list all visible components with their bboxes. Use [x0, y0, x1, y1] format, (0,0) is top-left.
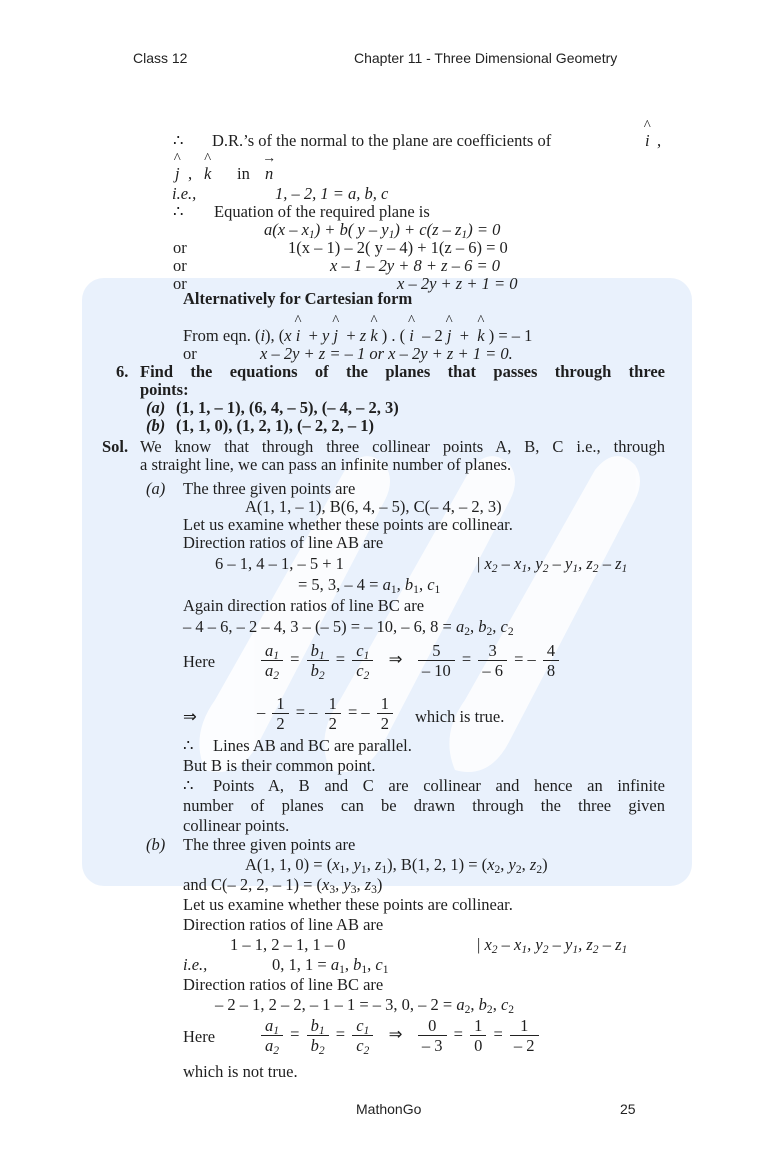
n-vector-symbol: → n: [265, 165, 273, 183]
equation-line-2: 1(x – 1) – 2( y – 4) + 1(z – 6) = 0: [288, 238, 508, 257]
sol-a-here: Here: [183, 652, 216, 671]
or-label: or: [173, 274, 187, 293]
sol-a-conclusion-line3: collinear points.: [183, 816, 290, 835]
equation-line-3: x – 1 – 2y + 8 + z – 6 = 0: [330, 256, 500, 275]
comma-text: ,: [188, 164, 193, 183]
implies-symbol: ⇒: [183, 707, 197, 726]
sol-a-implies-result: – $\frac{1}{2}$ = – $\frac{1}{2}$ = – $\frac{1}{2}$: [257, 694, 396, 733]
sol-b-dr-note: | $x_2 - x_1$, $y_2 - y_1$, $z_2 - z_1$: [477, 935, 628, 956]
equation-line-4: x – 2y + z + 1 = 0: [397, 274, 518, 293]
sol-b-ie: i.e.,: [183, 955, 208, 974]
sol-b-dr-ab-calc: 1 – 1, 2 – 1, 1 – 0: [230, 935, 346, 954]
equation-line-1: $a(x - x_1) + b$( $y - y_1) + c(z - z_1) = 0$: [264, 220, 501, 241]
solution-intro-line2: a straight line, we can pass an infinite number of planes.: [140, 455, 512, 474]
sol-b-dr-ab-result: 0, 1, $1 = a_1$, $b_1$, $c_1$: [272, 955, 389, 976]
sol-a-dr-bc: Again direction ratios of line BC are: [183, 596, 425, 615]
sol-a-label: (a): [146, 479, 166, 498]
comma-text: ,: [657, 131, 662, 150]
equation-intro: Equation of the required plane is: [214, 202, 430, 221]
sol-a-examine: Let us examine whether these points are collinear.: [183, 515, 513, 534]
sol-a-common: But B is their common point.: [183, 756, 376, 775]
implies-symbol: ⇒: [388, 1024, 403, 1044]
sol-b-given: The three given points are: [183, 835, 356, 854]
question-text-line2: points:: [140, 380, 189, 399]
or-label: or: [183, 344, 197, 363]
sol-b-examine: Let us examine whether these points are collinear.: [183, 895, 513, 914]
sol-b-ratio-equation: $\frac{a_1}{a_2}$ = $\frac{b_1}{b_2}$ = $\frac{c_1}{c_2}$ ⇒ $\frac{0}{- 3}$ = $\frac{1}{0}$ = $\frac{1}{- 2}$: [258, 1016, 542, 1055]
sol-a-parallel: Lines AB and BC are parallel.: [213, 736, 412, 755]
sol-a-true-text: which is true.: [415, 707, 505, 726]
i-hat-symbol: ^ i: [645, 132, 650, 150]
question-text-line1: Find the equations of the planes that passes through three: [140, 362, 665, 381]
ie-value: 1, – 2, 1 = a, b, c: [275, 184, 389, 203]
dr-normal-text: D.R.’s of the normal to the plane are coefficients of: [212, 131, 552, 150]
sol-b-points-line1: A(1, 1, $0) = (x_1$, $y_1$, $z_1$), B(1, 2, $1) = (x_2$, $y_2$, $z_2$): [245, 855, 548, 876]
part-b-points: (1, 1, 0), (1, 2, 1), (– 2, 2, – 1): [176, 416, 374, 435]
therefore-symbol: ∴: [173, 131, 184, 150]
sol-a-conclusion-line2: number of planes can be drawn through the three given: [183, 796, 665, 815]
page-number: 25: [620, 1101, 636, 1117]
part-a-label: (a): [146, 398, 166, 417]
sol-a-ratio-equation: $\frac{a_1}{a_2}$ = $\frac{b_1}{b_2}$ = $\frac{c_1}{c_2}$ ⇒ $\frac{5}{- 10}$ = $\frac{3}{- 6}$ = – $\frac{4}{8}$: [258, 641, 562, 680]
sol-b-points-line2: and C(– 2, 2, – $1) = (x_3$, $y_3$, $z_3$): [183, 875, 383, 896]
sol-b-here: Here: [183, 1027, 216, 1046]
sol-a-dr-ab-result: = 5, 3, – $4 = a_1$, $b_1$, $c_1$: [298, 575, 441, 596]
therefore-symbol: ∴: [173, 202, 184, 221]
part-a-points: (1, 1, – 1), (6, 4, – 5), (– 4, – 2, 3): [176, 398, 399, 417]
therefore-symbol: ∴: [183, 776, 194, 795]
sol-b-dr-bc-calc: – 2 – 1, 2 – 2, – 1 – 1 = – 3, 0, – $2 = a_2$, $b_2$, $c_2$: [215, 995, 515, 1016]
sol-a-conclusion-line1: Points A, B and C are collinear and hence an infinite: [213, 776, 665, 795]
sol-a-dr-note: | $x_2 - x_1$, $y_2 - y_1$, $z_2 - z_1$: [477, 554, 628, 575]
header-class-label: Class 12: [133, 50, 188, 66]
in-word: in: [237, 164, 250, 183]
sol-b-dr-bc: Direction ratios of line BC are: [183, 975, 384, 994]
sol-b-dr-ab: Direction ratios of line AB are: [183, 915, 384, 934]
sol-a-points: A(1, 1, – 1), B(6, 4, – 5), C(– 4, – 2, 3): [245, 497, 502, 516]
sol-a-dr-ab: Direction ratios of line AB are: [183, 533, 384, 552]
alternative-heading: Alternatively for Cartesian form: [183, 289, 413, 308]
sol-b-not-true: which is not true.: [183, 1062, 298, 1081]
from-eqn-line: From eqn. (i), (x ^ i + y ^ j + z ^ k ) . ( ^ i – 2 ^ j + ^ k ) = – 1: [183, 327, 532, 345]
solution-intro-line1: We know that through three collinear points A, B, C i.e., through: [140, 437, 665, 456]
footer-brand: MathonGo: [356, 1101, 422, 1117]
solution-label: Sol.: [102, 437, 129, 456]
header-chapter-title: Chapter 11 - Three Dimensional Geometry: [354, 50, 618, 66]
or-label: or: [173, 256, 187, 275]
j-hat-symbol: ^ j: [175, 165, 180, 183]
k-hat-symbol: ^ k: [204, 165, 211, 183]
ie-label: i.e.,: [172, 184, 197, 203]
sol-a-given: The three given points are: [183, 479, 356, 498]
part-b-label: (b): [146, 416, 166, 435]
therefore-symbol: ∴: [183, 736, 194, 755]
sol-a-dr-ab-calc: 6 – 1, 4 – 1, – 5 + 1: [215, 554, 344, 573]
from-eqn-result: x – 2y + z = – 1 or x – 2y + z + 1 = 0.: [260, 344, 513, 363]
sol-a-dr-bc-calc: – 4 – 6, – 2 – 4, 3 – (– 5) = – 10, – 6, $8 = a_2$, $b_2$, $c_2$: [183, 617, 514, 638]
sol-b-label: (b): [146, 835, 166, 854]
question-number: 6.: [116, 362, 129, 381]
implies-symbol: ⇒: [388, 649, 403, 669]
or-label: or: [173, 238, 187, 257]
